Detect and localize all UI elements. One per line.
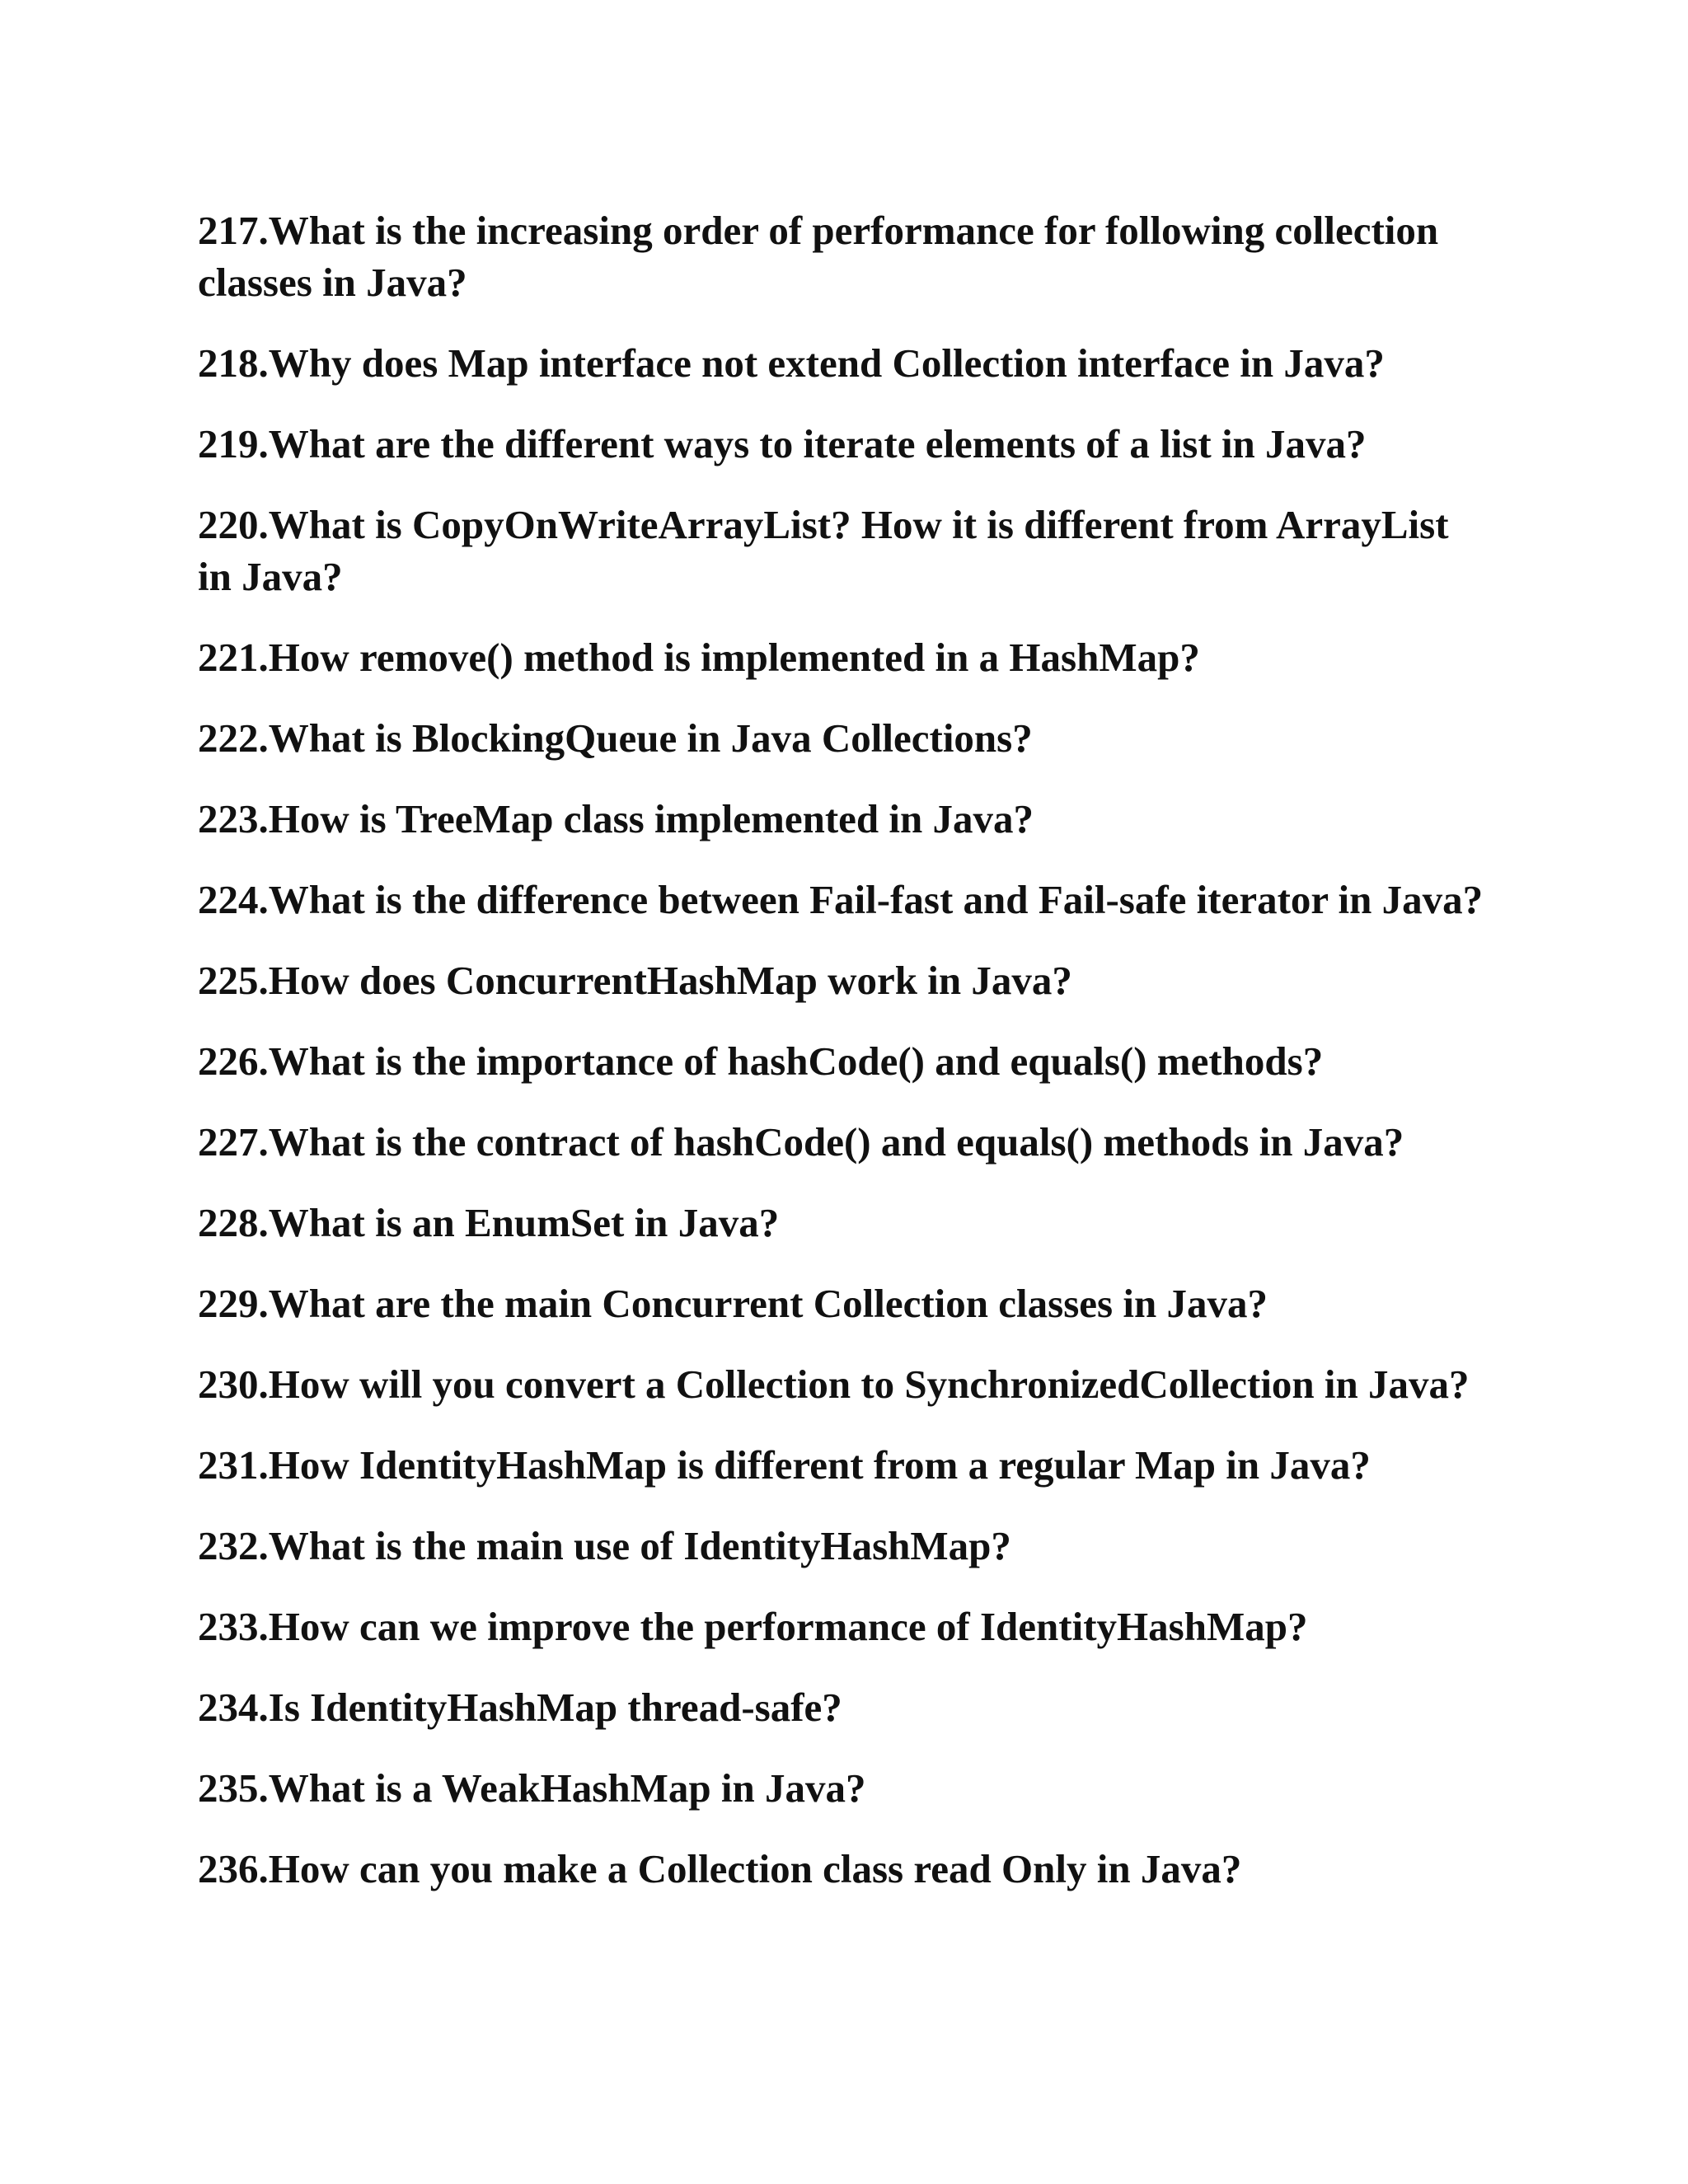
question-item [198,418,1484,470]
question-item [198,631,1484,683]
question-item [198,337,1484,389]
question-number: 232. [198,1523,269,1568]
question-text: What is the increasing order of performance for following collection classes in Java? [198,208,1439,305]
question-item [198,1681,1484,1733]
question-text: How can you make a Collection class read Only in Java? [268,1846,1242,1891]
question-number: 217. [198,208,269,253]
question-item [198,204,1484,308]
question-number: 223. [198,796,269,841]
question-item [198,1277,1484,1329]
question-item [198,954,1484,1006]
question-item [198,1762,1484,1814]
question-text: What is the contract of hashCode() and equals() methods in Java? [268,1119,1404,1165]
question-text: What is CopyOnWriteArrayList? How it is different from ArrayList in Java? [198,502,1449,599]
question-text: What is BlockingQueue in Java Collections? [268,715,1033,761]
question-item [198,1520,1484,1572]
question-number: 220. [198,502,269,547]
question-item [198,874,1484,926]
question-item [198,1358,1484,1410]
question-number: 233. [198,1604,269,1649]
question-text: How does ConcurrentHashMap work in Java? [268,958,1072,1003]
question-number: 226. [198,1038,269,1084]
question-number: 228. [198,1200,269,1245]
question-number: 227. [198,1119,269,1165]
question-number: 230. [198,1361,269,1407]
question-item [198,1116,1484,1168]
question-text: What is a WeakHashMap in Java? [268,1765,866,1811]
question-number: 225. [198,958,269,1003]
question-number: 222. [198,715,269,761]
question-list [198,204,1484,1924]
question-text: What is the importance of hashCode() and equals() methods? [268,1038,1324,1084]
question-text: How remove() method is implemented in a HashMap? [268,635,1200,680]
question-text: What is an EnumSet in Java? [268,1200,780,1245]
question-text: What is the difference between Fail-fast and Fail-safe iterator in Java? [268,877,1484,922]
question-item [198,499,1484,602]
question-number: 218. [198,340,269,386]
question-text: What is the main use of IdentityHashMap? [268,1523,1011,1568]
question-text: Why does Map interface not extend Collection interface in Java? [268,340,1385,386]
question-text: How IdentityHashMap is different from a regular Map in Java? [268,1442,1371,1488]
question-text: How will you convert a Collection to SynchronizedCollection in Java? [268,1361,1470,1407]
question-text: How can we improve the performance of IdentityHashMap? [268,1604,1308,1649]
question-item [198,1439,1484,1491]
question-item [198,712,1484,764]
question-text: Is IdentityHashMap thread-safe? [268,1685,842,1730]
question-item [198,1035,1484,1087]
question-text: How is TreeMap class implemented in Java? [268,796,1034,841]
question-text: What are the main Concurrent Collection classes in Java? [268,1281,1268,1326]
question-item [198,793,1484,845]
question-text: What are the different ways to iterate elements of a list in Java? [268,421,1367,466]
question-number: 235. [198,1765,269,1811]
question-number: 229. [198,1281,269,1326]
question-number: 224. [198,877,269,922]
question-number: 236. [198,1846,269,1891]
question-number: 231. [198,1442,269,1488]
question-number: 219. [198,421,269,466]
question-item [198,1197,1484,1249]
question-item [198,1843,1484,1895]
question-number: 234. [198,1685,269,1730]
question-number: 221. [198,635,269,680]
question-item [198,1601,1484,1652]
